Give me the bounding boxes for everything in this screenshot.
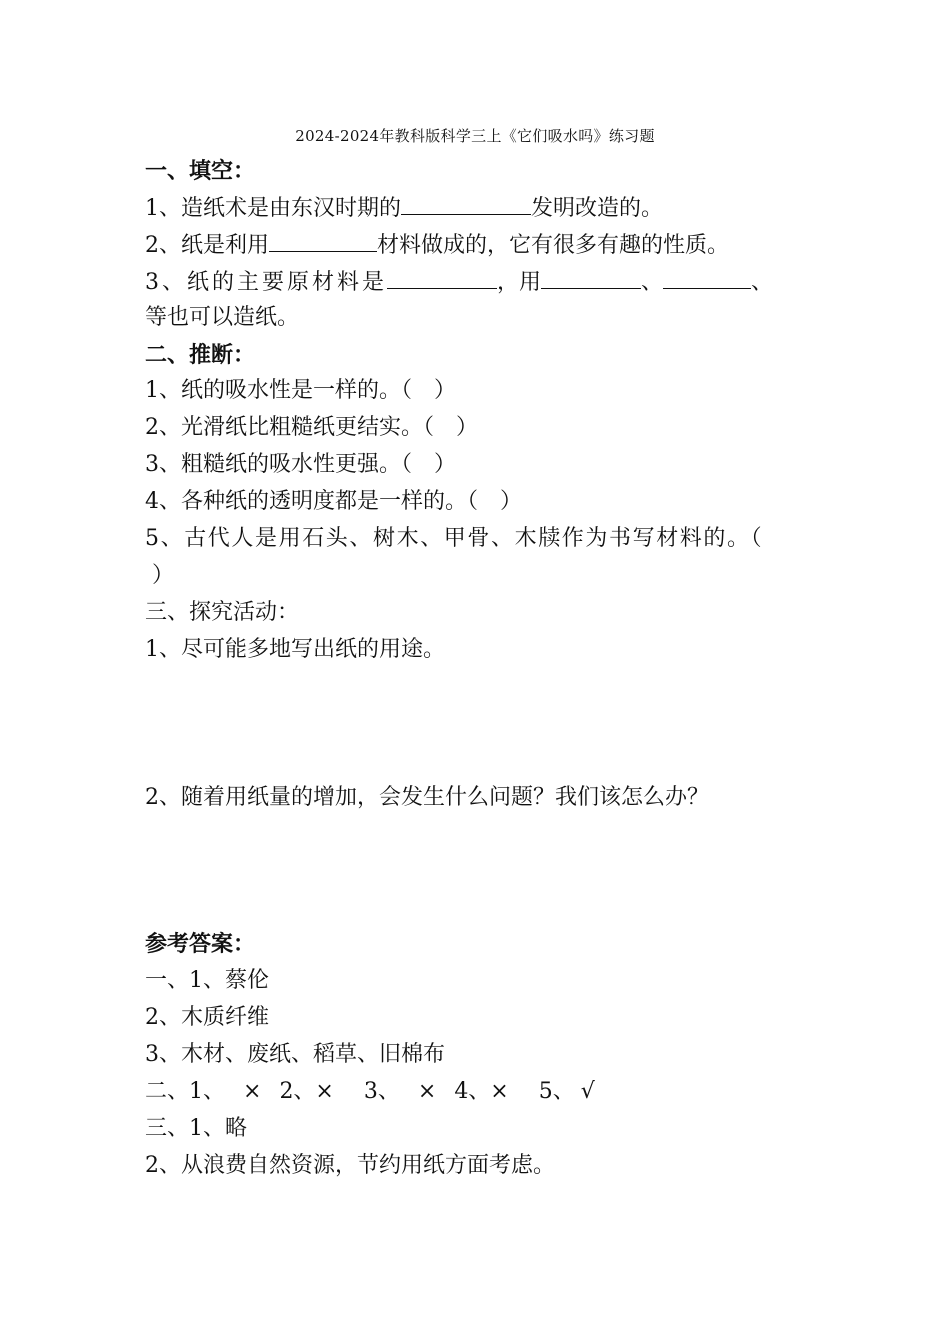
fill-question-3-mid3: 、	[751, 270, 774, 295]
section-judge-heading: 二、推断：	[145, 342, 256, 368]
judge-item-text: 2、光滑纸比粗糙纸更结实。（	[145, 415, 434, 440]
activity-question-1: 1、尽可能多地写出纸的用途。	[145, 637, 445, 662]
fill-question-3-before: 3、纸的主要原材料是	[145, 270, 387, 295]
fill-question-3	[145, 266, 773, 298]
answer-line-5: 三、1、略	[145, 1116, 247, 1141]
activity-question-2: 2、随着用纸量的增加，会发生什么问题？我们该怎么办？	[145, 785, 709, 810]
fill-question-1	[145, 192, 663, 224]
answer-part: 5、	[538, 1079, 575, 1104]
answer-blank[interactable]	[663, 266, 751, 289]
judge-item-text: 1、纸的吸水性是一样的。（	[145, 378, 412, 403]
fill-question-3-mid1: ，用	[497, 270, 542, 295]
fill-question-3-continued: 等也可以造纸。	[145, 305, 300, 330]
answer-part: √	[580, 1079, 595, 1104]
judge-item-text: 3、粗糙纸的吸水性更强。（	[145, 452, 412, 477]
answer-line-6: 2、从浪费自然资源，节约用纸方面考虑。	[145, 1153, 555, 1178]
judge-item-text: 4、各种纸的透明度都是一样的。（	[145, 489, 478, 514]
judge-item-2	[145, 413, 478, 443]
answer-part: ×	[417, 1079, 437, 1104]
fill-question-2	[145, 229, 729, 261]
answer-part: ×	[243, 1079, 262, 1104]
close-paren: ）	[434, 378, 457, 403]
answers-heading: 参考答案：	[145, 931, 256, 957]
answer-part: 2、×	[279, 1079, 334, 1104]
answer-blank[interactable]	[387, 266, 497, 289]
answer-blank[interactable]	[541, 266, 641, 289]
fill-question-1-after: 发明改造的。	[531, 196, 664, 221]
answer-part: 4、×	[454, 1079, 509, 1104]
answer-blank[interactable]	[401, 192, 531, 215]
judge-item-4	[145, 487, 522, 517]
fill-question-1-before: 1、造纸术是由东汉时期的	[145, 196, 401, 221]
fill-question-2-before: 2、纸是利用	[145, 233, 269, 258]
judge-item-5: 5、古代人是用石头、树木、甲骨、木牍作为书写材料的。（	[145, 526, 764, 551]
answer-line-3: 3、木材、废纸、稻草、旧棉布	[145, 1042, 445, 1067]
fill-question-3-mid2: 、	[641, 270, 664, 295]
answer-part: 3、	[363, 1079, 400, 1104]
close-paren: ）	[500, 489, 523, 514]
section-fill-in-heading: 一、填空：	[145, 158, 256, 184]
judge-item-5-close-paren: ）	[152, 563, 175, 588]
answer-blank[interactable]	[269, 229, 377, 252]
answer-part: 二、1、	[145, 1079, 225, 1104]
close-paren: ）	[456, 415, 479, 440]
section-activity-heading: 三、探究活动：	[145, 600, 300, 625]
close-paren: ）	[434, 452, 457, 477]
document-title: 2024-2024年教科版科学三上《它们吸水吗》练习题	[295, 127, 655, 145]
answer-line-1: 一、1、蔡伦	[145, 968, 269, 993]
answer-line-2: 2、木质纤维	[145, 1005, 269, 1030]
judge-item-1	[145, 376, 456, 406]
judge-item-3	[145, 450, 456, 480]
answer-line-4	[145, 1077, 595, 1107]
fill-question-2-after: 材料做成的，它有很多有趣的性质。	[377, 233, 730, 258]
